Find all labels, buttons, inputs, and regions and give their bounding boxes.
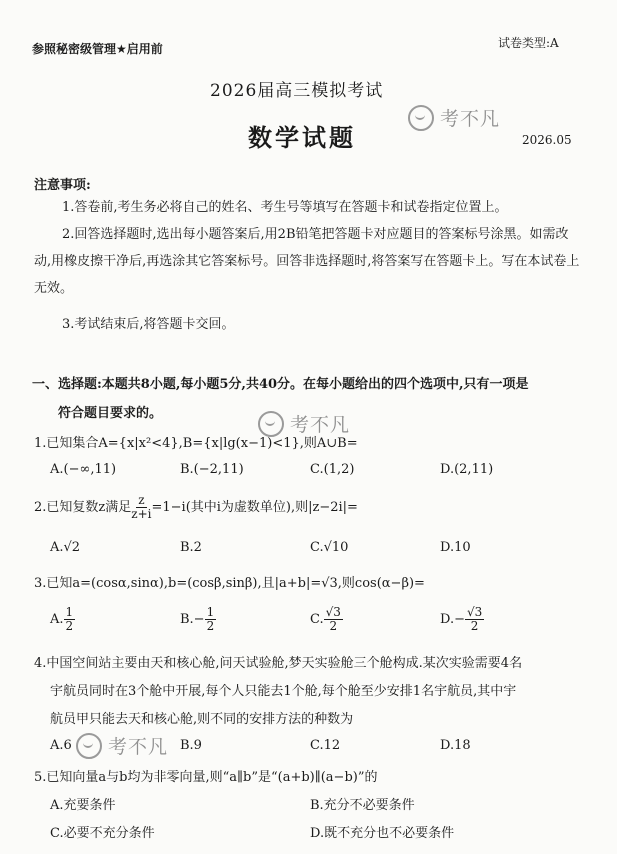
watermark-text: 考不凡 — [108, 736, 169, 758]
q3-c-num: √3 — [325, 605, 341, 619]
notice-item-1: 1.答卷前,考生务必将自己的姓名、考生号等填写在答题卡和试卷指定位置上。 — [62, 200, 508, 215]
q3-a-fraction — [64, 606, 76, 633]
q3-option-d — [440, 606, 484, 633]
q3-c-fraction — [324, 606, 343, 633]
watermark-text: 考不凡 — [440, 108, 501, 130]
q2-fraction — [131, 494, 151, 521]
q4-option-d: D.18 — [440, 738, 471, 753]
q4-option-b: B.9 — [180, 738, 202, 753]
question-1-stem: 1.已知集合A={x|x²<4},B={x|lg(x−1)<1},则A∪B= — [34, 436, 358, 451]
q2-stem-pre: 2.已知复数z满足 — [34, 500, 132, 515]
q2-stem-post: =1−i(其中i为虚数单位),则|z−2i|= — [151, 500, 358, 515]
q4-option-c: C.12 — [310, 738, 341, 753]
q2-option-b: B.2 — [180, 540, 202, 555]
q2-option-d: D.10 — [440, 540, 471, 555]
q5-option-d: D.既不充分也不必要条件 — [310, 826, 455, 841]
q3-c-den: 2 — [329, 619, 338, 633]
q2-option-a: A.√2 — [50, 540, 81, 555]
q3-b-label: B.− — [180, 612, 205, 627]
notice-item-2: 2.回答选择题时,选出每小题答案后,用2B铅笔把答题卡对应题目的答案标号涂黑。如需改动,用橡皮擦干净后,再选涂其它答案标号。回答非选择题时,将答案写在答题卡上。写在本试卷上无效。 — [34, 227, 580, 296]
q3-b-den: 2 — [206, 619, 215, 633]
q5-option-c: C.必要不充分条件 — [50, 826, 155, 841]
q3-option-b — [180, 606, 216, 633]
subject-title: 数学试题 — [248, 123, 356, 152]
q3-a-label: A. — [50, 612, 64, 627]
q2-frac-den: z+i — [131, 507, 152, 521]
q4-option-a: A.6 — [50, 738, 72, 753]
section-subtitle: 符合题目要求的。 — [58, 406, 163, 421]
q5-option-b: B.充分不必要条件 — [310, 798, 415, 813]
notice-item-3: 3.考试结束后,将答题卡交回。 — [62, 317, 235, 332]
q3-d-fraction — [465, 606, 484, 633]
watermark — [76, 732, 168, 759]
q3-c-label: C. — [310, 612, 324, 627]
q3-a-num: 1 — [65, 605, 74, 619]
q1-option-a: A.(−∞,11) — [50, 462, 117, 477]
question-2-stem — [34, 494, 358, 521]
question-5-stem: 5.已知向量a与b均为非零向量,则“a∥b”是“(a+b)∥(a−b)”的 — [34, 770, 378, 785]
q5-option-a: A.充要条件 — [50, 798, 116, 813]
wechat-logo-icon — [408, 105, 434, 131]
q3-d-num: √3 — [466, 605, 483, 619]
q3-option-c — [310, 606, 343, 633]
question-4-stem-line-1: 4.中国空间站主要由天和核心舱,问天试验舱,梦天实验舱三个舱构成.某次实验需要4名 — [34, 656, 523, 671]
q1-option-d: D.(2,11) — [440, 462, 494, 477]
q1-option-c: C.(1,2) — [310, 462, 355, 477]
q3-a-den: 2 — [65, 619, 74, 633]
notice-title: 注意事项: — [34, 178, 91, 193]
q2-frac-num: z — [138, 493, 145, 507]
q1-option-b: B.(−2,11) — [180, 462, 244, 477]
wechat-logo-icon — [76, 733, 102, 759]
q3-option-a — [50, 606, 75, 633]
exam-date: 2026.05 — [522, 133, 572, 147]
q3-b-fraction — [205, 606, 217, 633]
q3-d-label: D.− — [440, 612, 465, 627]
q3-b-num: 1 — [206, 605, 215, 619]
paper-type-label: 试卷类型:A — [498, 36, 559, 50]
question-3-stem: 3.已知a=(cosα,sinα),b=(cosβ,sinβ),且|a+b|=√3,则cos(α−β)= — [34, 576, 425, 591]
exam-title: 2026届高三模拟考试 — [210, 81, 384, 101]
q2-option-c: C.√10 — [310, 540, 349, 555]
secret-level-label: 参照秘密级管理★启用前 — [32, 42, 163, 56]
q3-d-den: 2 — [470, 619, 479, 633]
watermark — [408, 104, 500, 131]
question-4-stem-line-2: 宇航员同时在3个舱中开展,每个人只能去1个舱,每个舱至少安排1名宇航员,其中宇 — [50, 684, 517, 699]
watermark-text: 考不凡 — [290, 414, 351, 436]
section-title: 一、选择题:本题共8小题,每小题5分,共40分。在每小题给出的四个选项中,只有一项是 — [32, 377, 529, 392]
question-4-stem-line-3: 航员甲只能去天和核心舱,则不同的安排方法的种数为 — [50, 712, 354, 727]
